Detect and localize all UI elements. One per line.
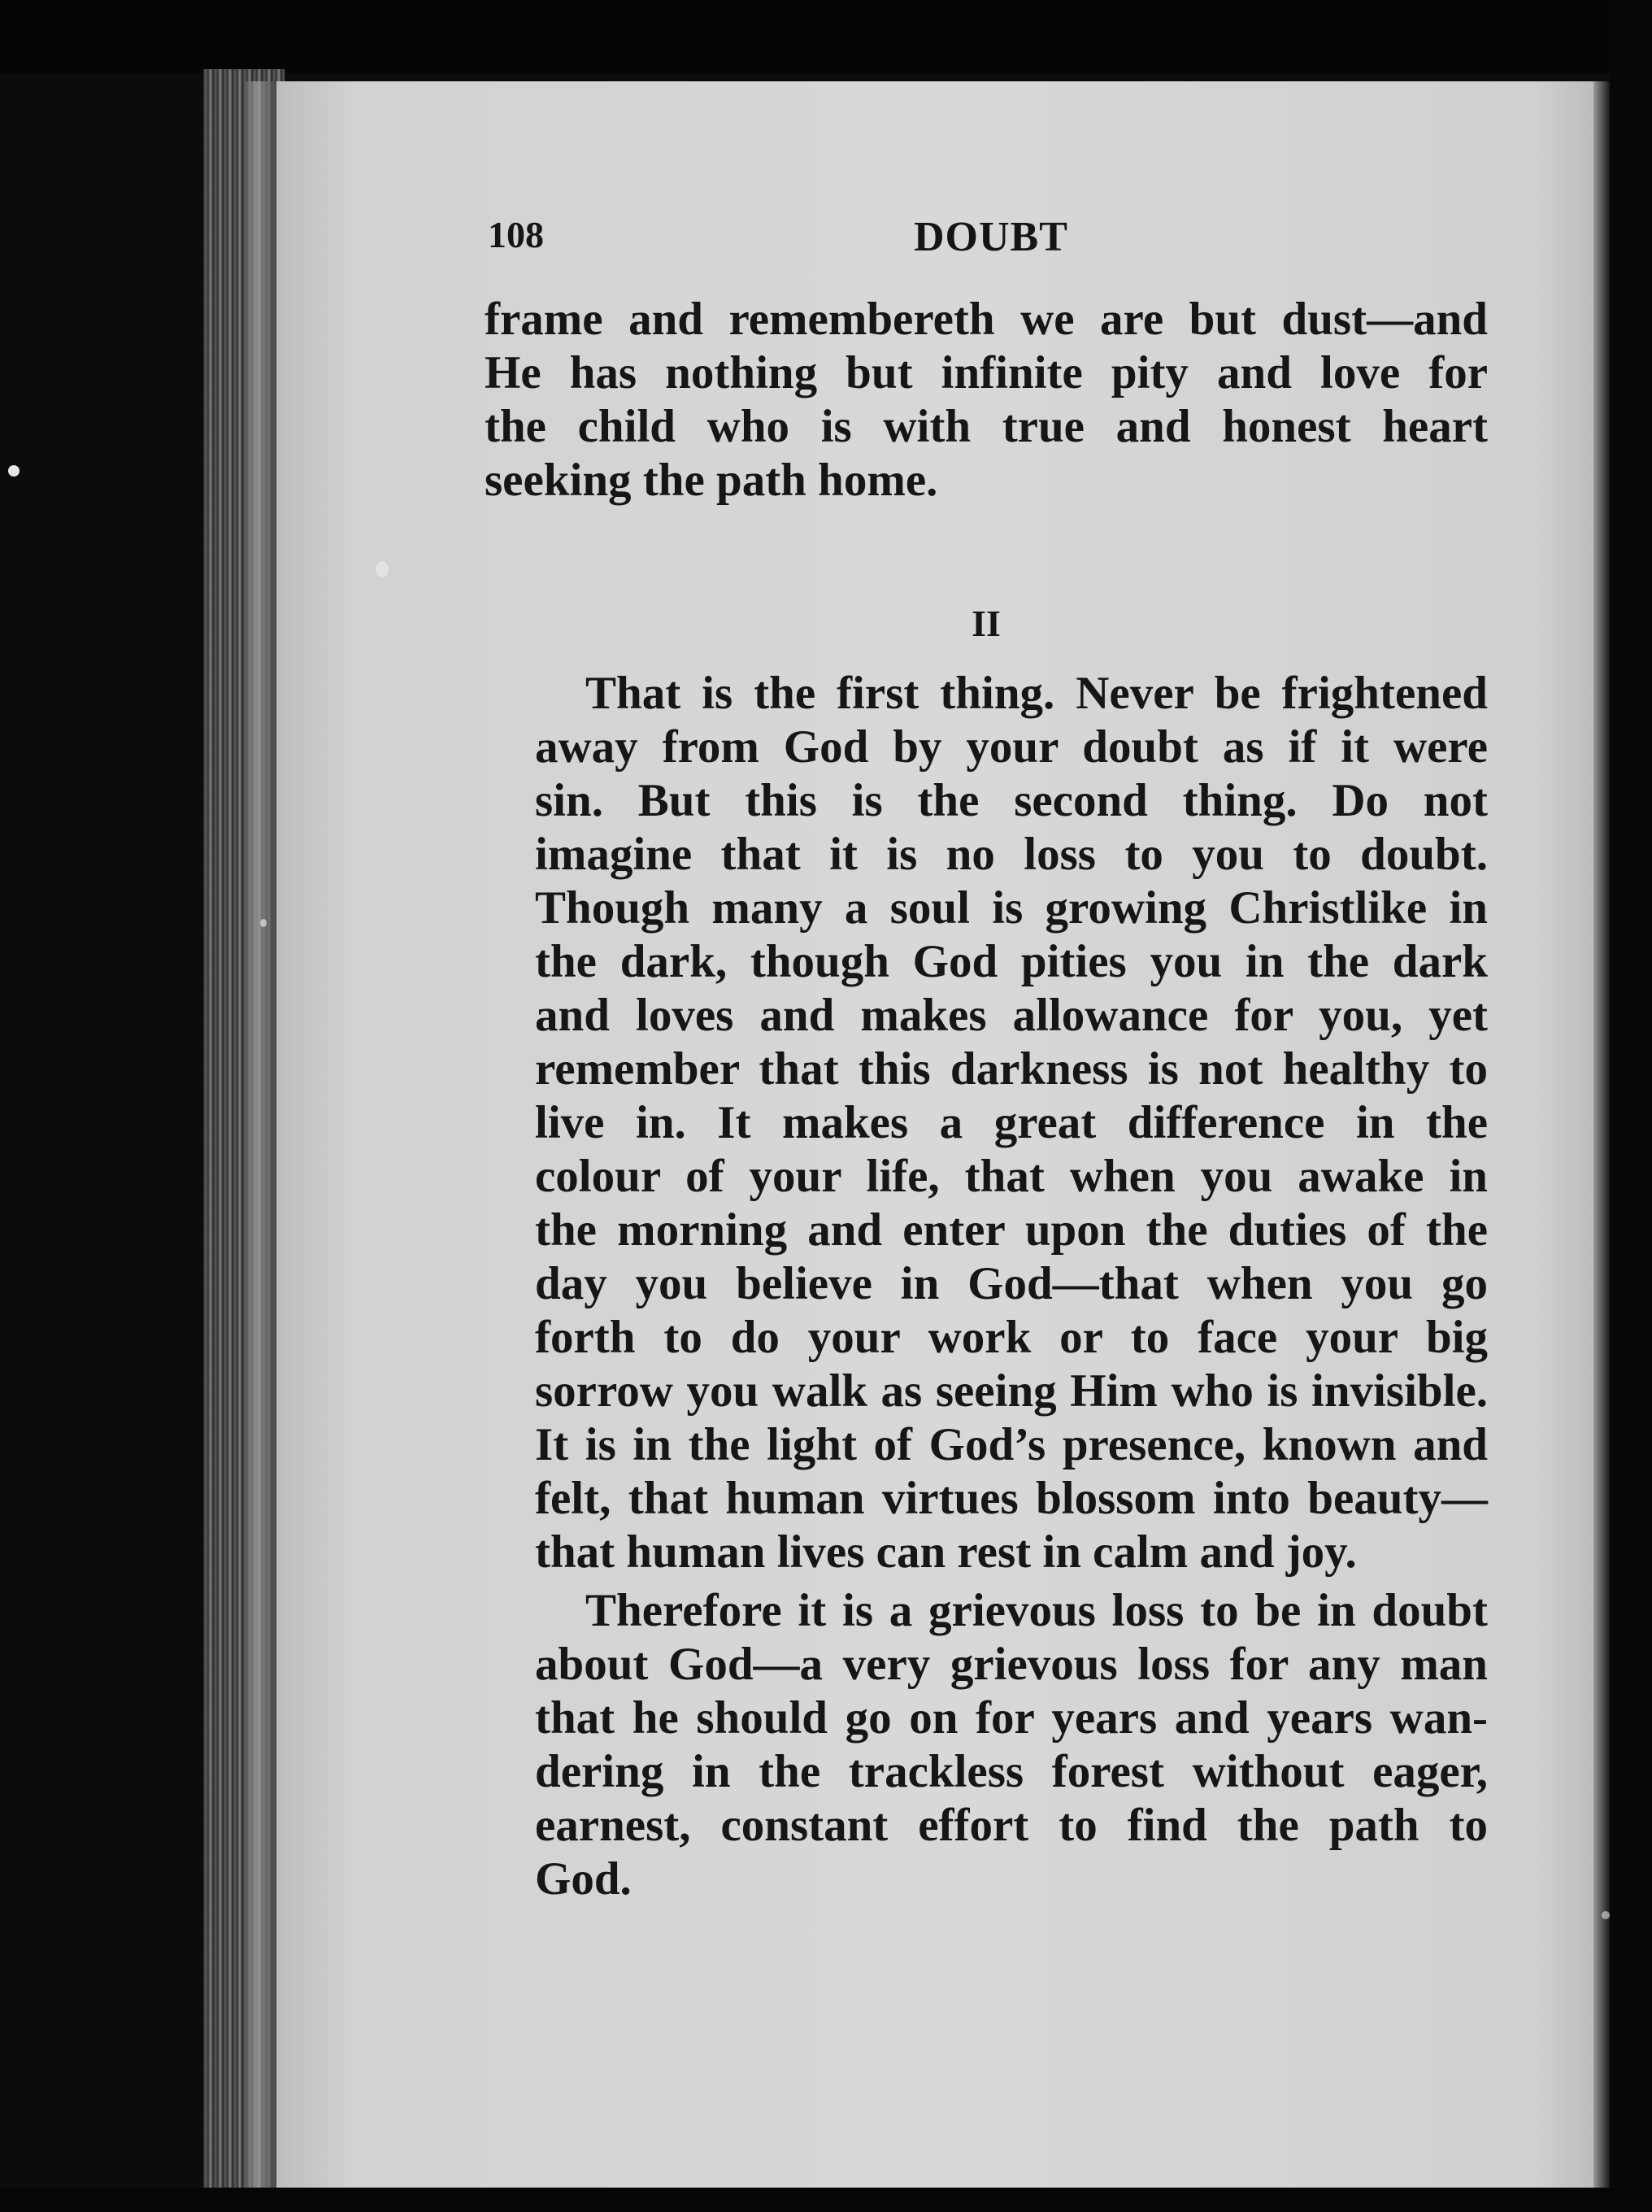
text-line: away from God by your doubt as if it were	[535, 721, 1488, 773]
text-line: the morning and enter upon the duties of the	[535, 1204, 1488, 1256]
running-title: DOUBT	[914, 214, 1068, 260]
text-line: frame and remembereth we are but dust—and	[485, 294, 1488, 345]
text-line: Though many a soul is growing Christlike in	[535, 882, 1488, 934]
text-line: That is the first thing. Never be frightened	[585, 668, 1488, 719]
text-line: that human lives can rest in calm and joy.	[535, 1526, 1357, 1578]
text-line: that he should go on for years and years wan-	[535, 1692, 1488, 1744]
text-line: the dark, though God pities you in the dark	[535, 936, 1488, 987]
text-line: Therefore it is a grievous loss to be in doubt	[585, 1585, 1488, 1636]
text-line: about God—a very grievous loss for any man	[535, 1639, 1488, 1690]
text-line: sorrow you walk as seeing Him who is invisible.	[535, 1365, 1488, 1417]
running-head	[488, 213, 1488, 262]
text-line: imagine that it is no loss to you to doubt.	[535, 829, 1488, 880]
text-line: God.	[535, 1853, 632, 1905]
paragraph	[485, 1584, 1488, 1906]
page-number: 108	[488, 214, 544, 255]
text-line: dering in the trackless forest without eager,	[535, 1746, 1488, 1797]
text-line: It is in the light of God’s presence, known and	[535, 1419, 1488, 1470]
film-border-bottom	[0, 2188, 1652, 2212]
dust-speck	[8, 465, 20, 477]
text-line: seeking the path home.	[485, 455, 938, 506]
binding-gutter	[1593, 81, 1610, 2196]
text-line: day you believe in God—that when you go	[535, 1258, 1488, 1309]
text-line: sin. But this is the second thing. Do not	[535, 775, 1488, 826]
continued-paragraph	[485, 293, 1488, 507]
page-edge-highlight	[244, 81, 276, 2196]
text-line: earnest, constant effort to find the path to	[535, 1800, 1488, 1851]
text-line: colour of your life, that when you awake in	[535, 1151, 1488, 1202]
text-line: He has nothing but infinite pity and love for	[485, 347, 1488, 398]
dust-speck	[376, 561, 389, 577]
text-line: felt, that human virtues blossom into beauty—	[535, 1473, 1488, 1524]
text-line: forth to do your work or to face your big	[535, 1312, 1488, 1363]
text-line: live in. It makes a great difference in the	[535, 1097, 1488, 1148]
text-line: remember that this darkness is not healthy to	[535, 1043, 1488, 1095]
text-line: and loves and makes allowance for you, yet	[535, 990, 1488, 1041]
paragraph	[485, 667, 1488, 1579]
dust-speck	[260, 919, 267, 927]
film-border-right	[1610, 0, 1652, 2212]
film-border-top	[0, 0, 1652, 73]
section-heading: II	[972, 603, 1001, 644]
dust-speck	[1602, 1911, 1610, 1919]
text-line: the child who is with true and honest heart	[485, 401, 1488, 452]
